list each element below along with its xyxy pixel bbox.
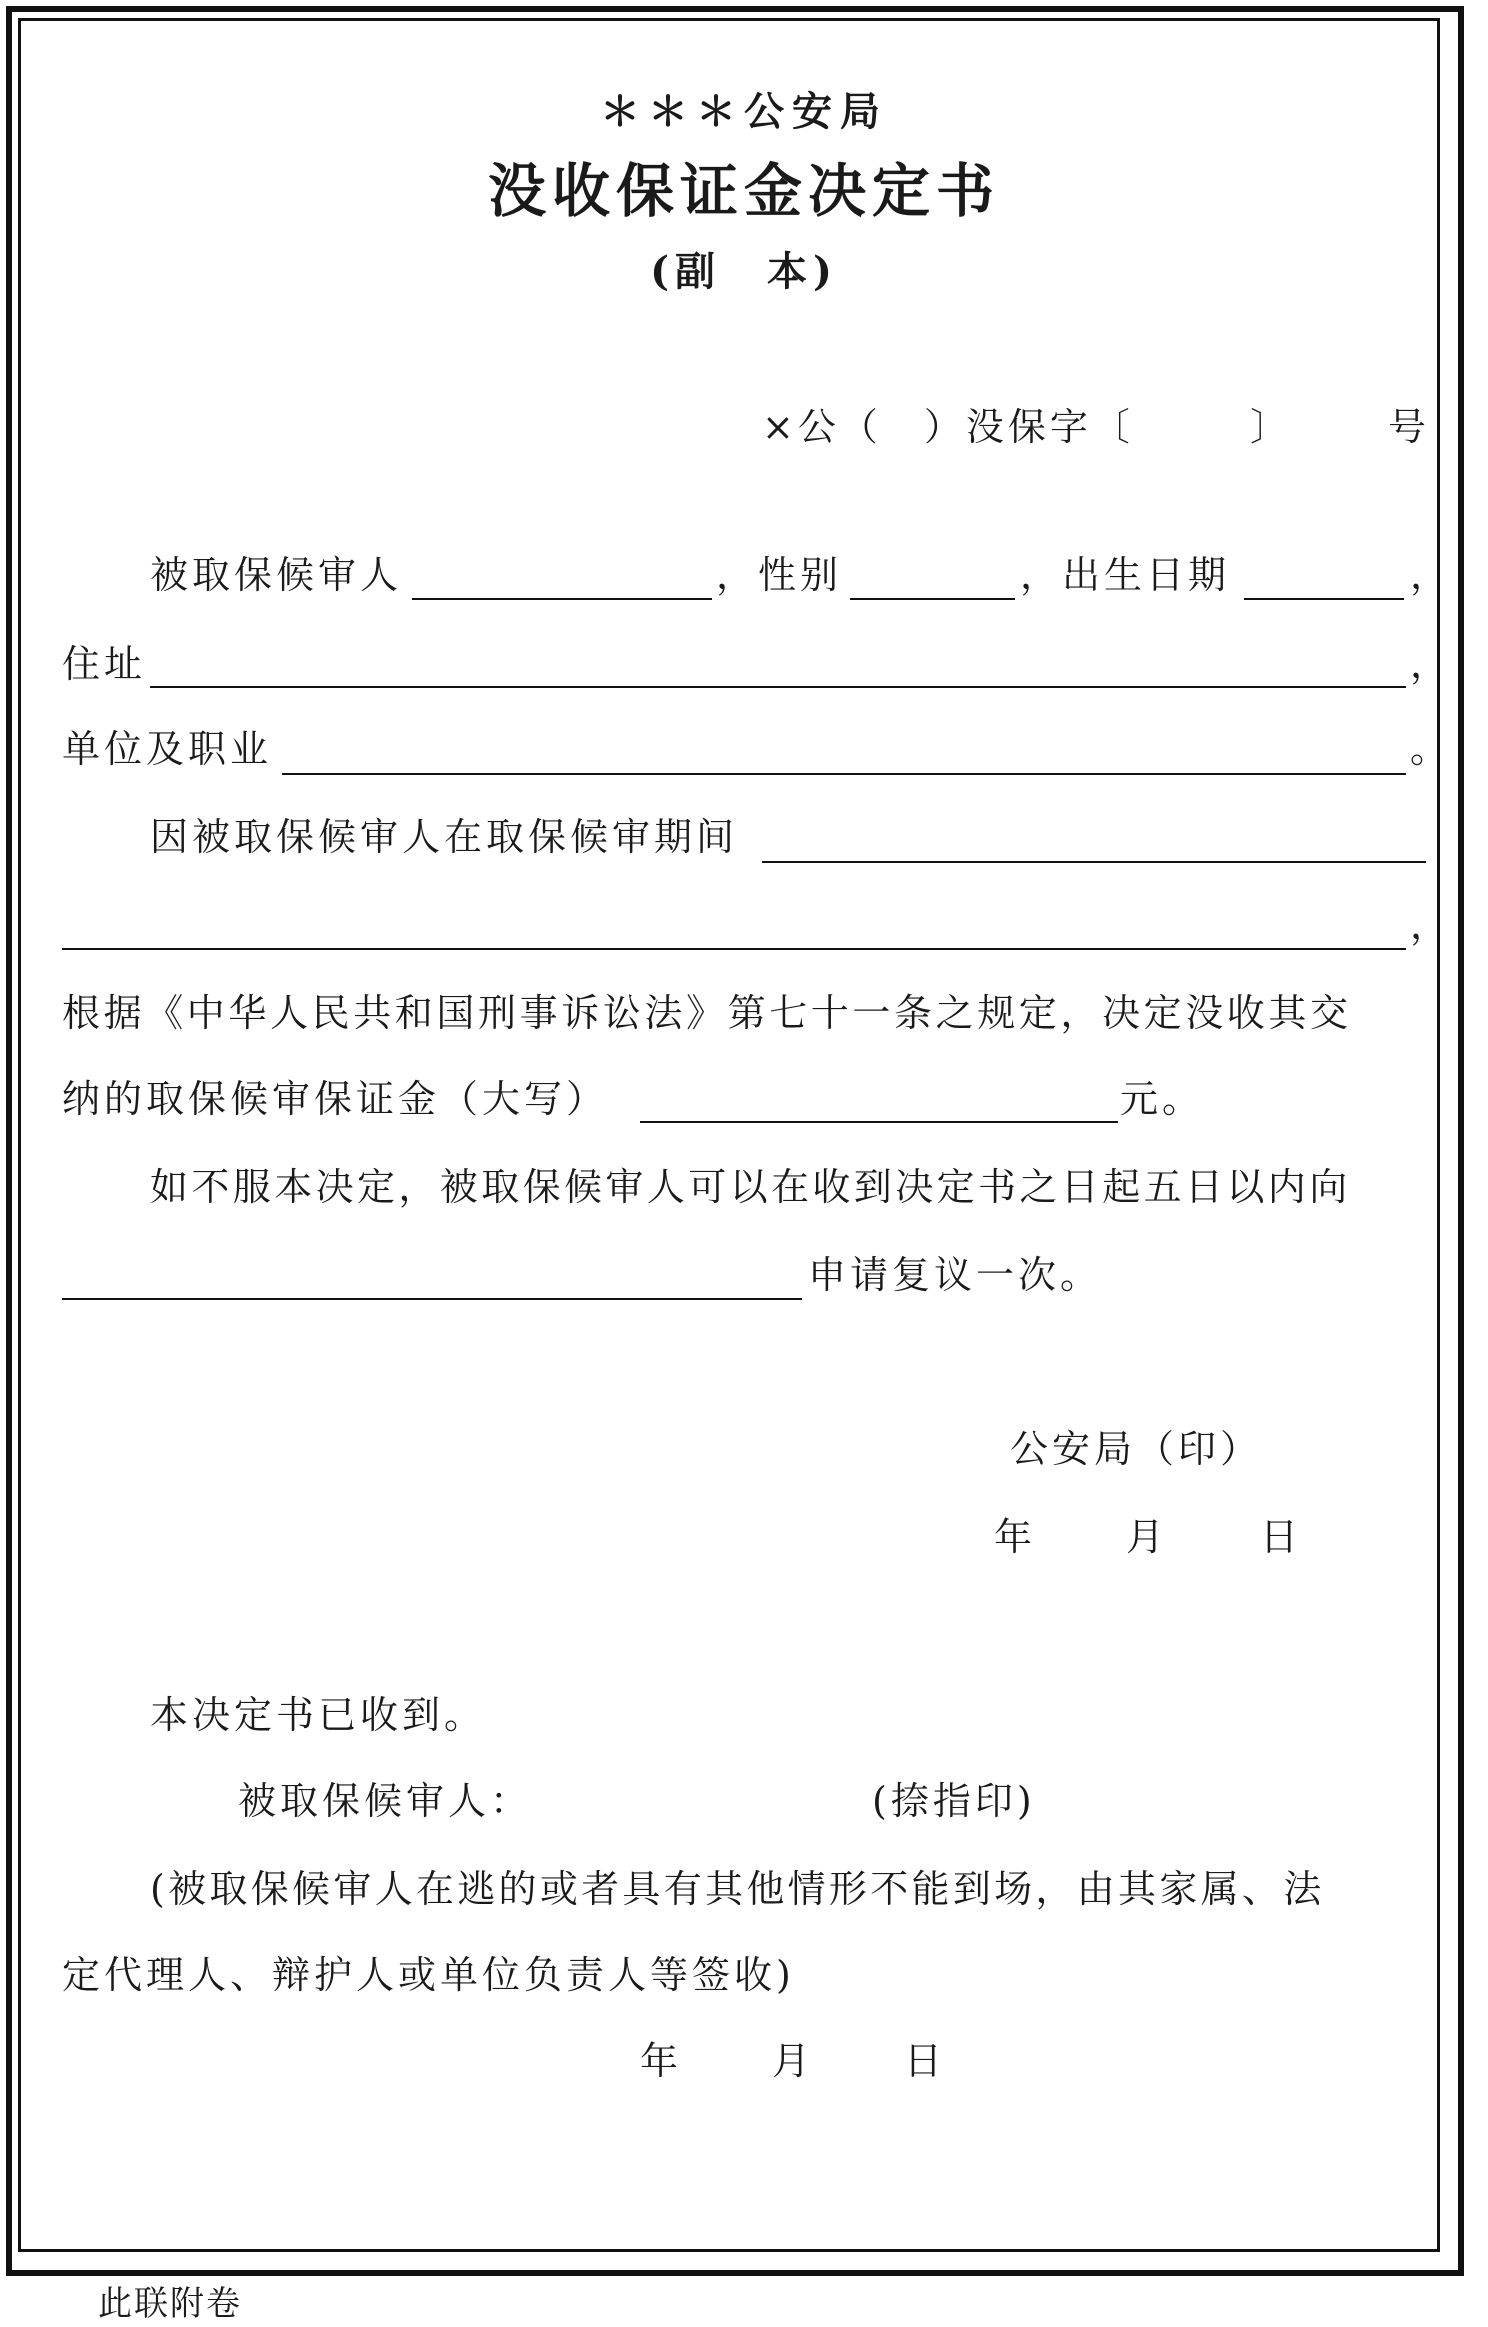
received-text: 本决定书已收到。 <box>150 1693 487 1737</box>
violation-field-1[interactable] <box>762 861 1426 863</box>
dob-label: ，出生日期 <box>1020 553 1231 597</box>
employer-label: 单位及职业 <box>62 727 273 771</box>
doc-number-suffix: 号 <box>1388 405 1431 449</box>
doc-number-prefix: ×公（ ）没保字〔 <box>762 405 1134 449</box>
comma-3: ， <box>1410 903 1453 947</box>
document-subtitle: (副 本) <box>650 248 838 295</box>
amount-field[interactable] <box>640 1121 1118 1123</box>
receipt-day: 日 <box>904 2039 947 2083</box>
person-label: 被取保候审人 <box>150 553 403 597</box>
employer-field[interactable] <box>282 773 1406 775</box>
period-1: 。 <box>1410 727 1453 771</box>
sex-field[interactable] <box>850 598 1015 600</box>
receipt-note-line2: 定代理人、辩护人或单位负责人等签收) <box>62 1953 795 1997</box>
inner-border <box>18 18 1440 2252</box>
agency-name: ＊＊＊公安局 <box>600 88 888 135</box>
comma-1: ， <box>1410 553 1453 597</box>
doc-number-mid: 〕 <box>1250 405 1293 449</box>
attach-note: 此联附卷 <box>98 2284 242 2324</box>
appeal-text: 如不服本决定，被取保候审人可以在收到决定书之日起五日以内向 <box>150 1165 1351 1209</box>
document-title: 没收保证金决定书 <box>487 157 1000 225</box>
dob-field[interactable] <box>1244 598 1404 600</box>
issuer-seal: 公安局（印） <box>1010 1427 1263 1471</box>
signer-label: 被取保候审人： <box>238 1779 533 1823</box>
fingerprint-label: (捺指印) <box>872 1779 1036 1823</box>
issuer-day: 日 <box>1260 1515 1303 1559</box>
receipt-note-line1: (被取保候审人在逃的或者具有其他情形不能到场，由其家属、法 <box>150 1867 1325 1911</box>
receipt-year: 年 <box>640 2039 683 2083</box>
address-label: 住址 <box>62 642 147 686</box>
receipt-month: 月 <box>772 2039 815 2083</box>
legal-basis-text: 根据《中华人民共和国刑事诉讼法》第七十一条之规定，决定没收其交 <box>62 991 1352 1035</box>
person-name-field[interactable] <box>412 598 712 600</box>
issuer-year: 年 <box>994 1515 1037 1559</box>
during-period-text: 因被取保候审人在取保候审期间 <box>150 815 739 859</box>
address-field[interactable] <box>150 686 1406 688</box>
issuer-month: 月 <box>1126 1515 1169 1559</box>
appeal-authority-field[interactable] <box>62 1298 802 1300</box>
sex-label: ，性别 <box>716 553 843 597</box>
comma-2: ， <box>1410 642 1453 686</box>
appeal-end-text: 申请复议一次。 <box>808 1253 1103 1297</box>
currency-text: 元。 <box>1120 1077 1205 1121</box>
amount-label: 纳的取保候审保证金（大写） <box>62 1077 609 1121</box>
violation-field-2[interactable] <box>62 948 1406 950</box>
